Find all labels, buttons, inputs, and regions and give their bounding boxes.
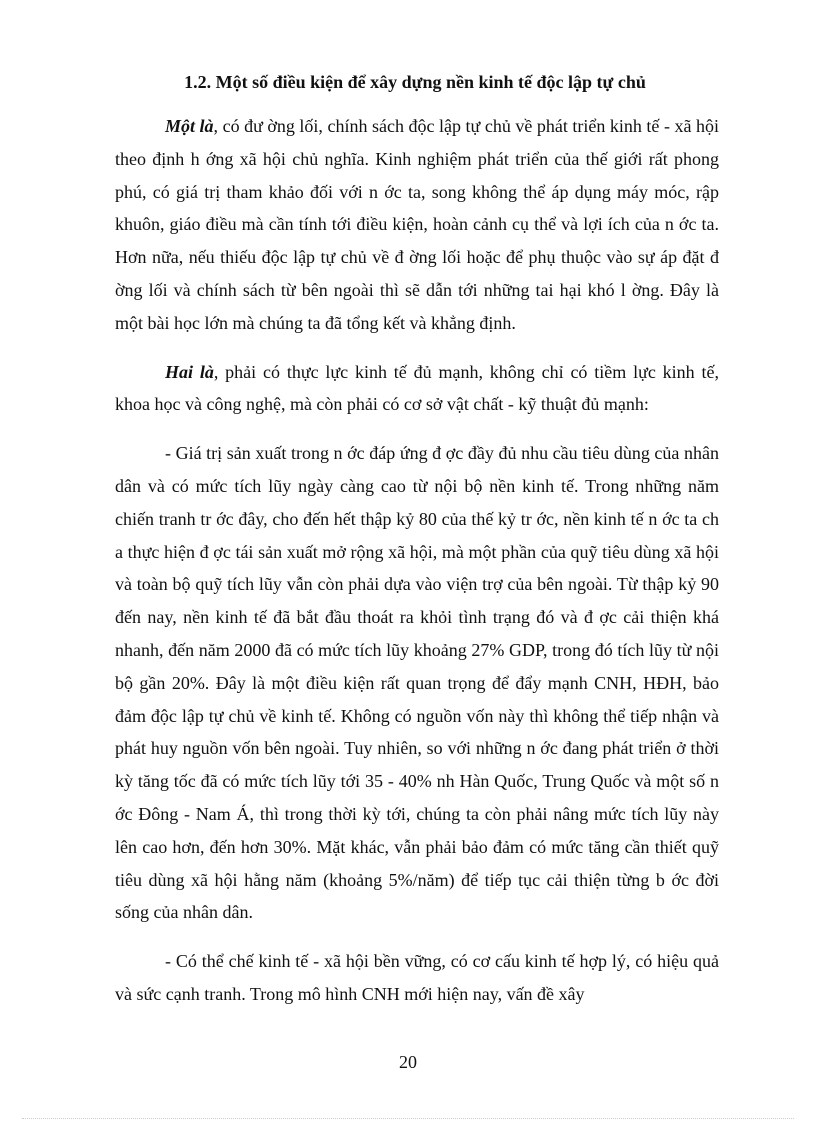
page-number: 20 <box>399 1052 417 1072</box>
paragraph-gia-tri-san-xuat <box>115 437 719 929</box>
paragraph-the-che-kinh-te <box>115 945 719 1011</box>
paragraph-text: - Giá trị sản xuất trong n ớc đáp ứng đ ợc đầy đủ nhu cầu tiêu dùng của nhân dân và có mức tích lũy ngày càng cao từ nội bộ nền kinh tế. Trong những năm chiến tranh tr ớc đây, cho đến hết thập kỷ 80 của thế kỷ tr ớc, nền kinh tế n ớc ta ch a thực hiện đ ợc tái sản xuất mở rộng xã hội, mà một phần của quỹ tiêu dùng xã hội và toàn bộ quỹ tích lũy vẫn còn phải dựa vào viện trợ của bên ngoài. Từ thập kỷ 90 đến nay, nền kinh tế đã bắt đầu thoát ra khỏi tình trạng đó và đ ợc cải thiện khá nhanh, đến năm 2000 đã có mức tích lũy khoảng 27% GDP, trong đó tích lũy từ nội bộ gần 20%. Đây là một điều kiện rất quan trọng để đẩy mạnh CNH, HĐH, bảo đảm độc lập tự chủ về kinh tế. Không có nguồn vốn này thì không thể tiếp nhận và phát huy nguồn vốn bên ngoài. Tuy nhiên, so với những n ớc đang phát triển ở thời kỳ tăng tốc đã có mức tích lũy tới 35 - 40% nh Hàn Quốc, Trung Quốc và một số n ớc Đông - Nam Á, thì trong thời kỳ tới, chúng ta còn phải nâng mức tích lũy này lên cao hơn, đến hơn 30%. Mặt khác, vẫn phải bảo đảm có mức tăng cần thiết quỹ tiêu dùng xã hội hằng năm (khoảng 5%/năm) để tiếp tục cải thiện từng b ớc đời sống của nhân dân. <box>115 443 719 923</box>
paragraph-text: , phải có thực lực kinh tế đủ mạnh, không chỉ có tiềm lực kinh tế, khoa học và công nghệ, mà còn phải có cơ sở vật chất - kỹ thuật đủ mạnh: <box>115 361 719 415</box>
paragraph-mot-la <box>115 110 719 340</box>
page-bottom-divider <box>22 1118 794 1119</box>
section-heading: 1.2. Một số điều kiện để xây dựng nền kinh tế độc lập tự chủ <box>184 72 646 92</box>
paragraph-lead: Hai là <box>165 361 214 382</box>
paragraph-hai-la <box>115 356 719 422</box>
body-text <box>115 110 719 1027</box>
paragraph-text: , có đư ờng lối, chính sách độc lập tự chủ về phát triển kinh tế - xã hội theo định h ớng xã hội chủ nghĩa. Kinh nghiệm phát triển của thế giới rất phong phú, có giá trị tham khảo đối với n ớc ta, song không thể áp dụng máy móc, rập khuôn, giáo điều mà cần tính tới điều kiện, hoàn cảnh cụ thể và lợi ích của n ớc ta. Hơn nữa, nếu thiếu độc lập tự chủ về đ ờng lối hoặc để phụ thuộc vào sự áp đặt đ ờng lối và chính sách từ bên ngoài thì sẽ dẫn tới những tai hại khó l ờng. Đây là một bài học lớn mà chúng ta đã tổng kết và khẳng định. <box>115 116 719 333</box>
paragraph-lead: Một là <box>165 116 214 136</box>
paragraph-text: - Có thể chế kinh tế - xã hội bền vững, có cơ cấu kinh tế hợp lý, có hiệu quả và sức cạnh tranh. Trong mô hình CNH mới hiện nay, vấn đề xây <box>115 951 719 1004</box>
